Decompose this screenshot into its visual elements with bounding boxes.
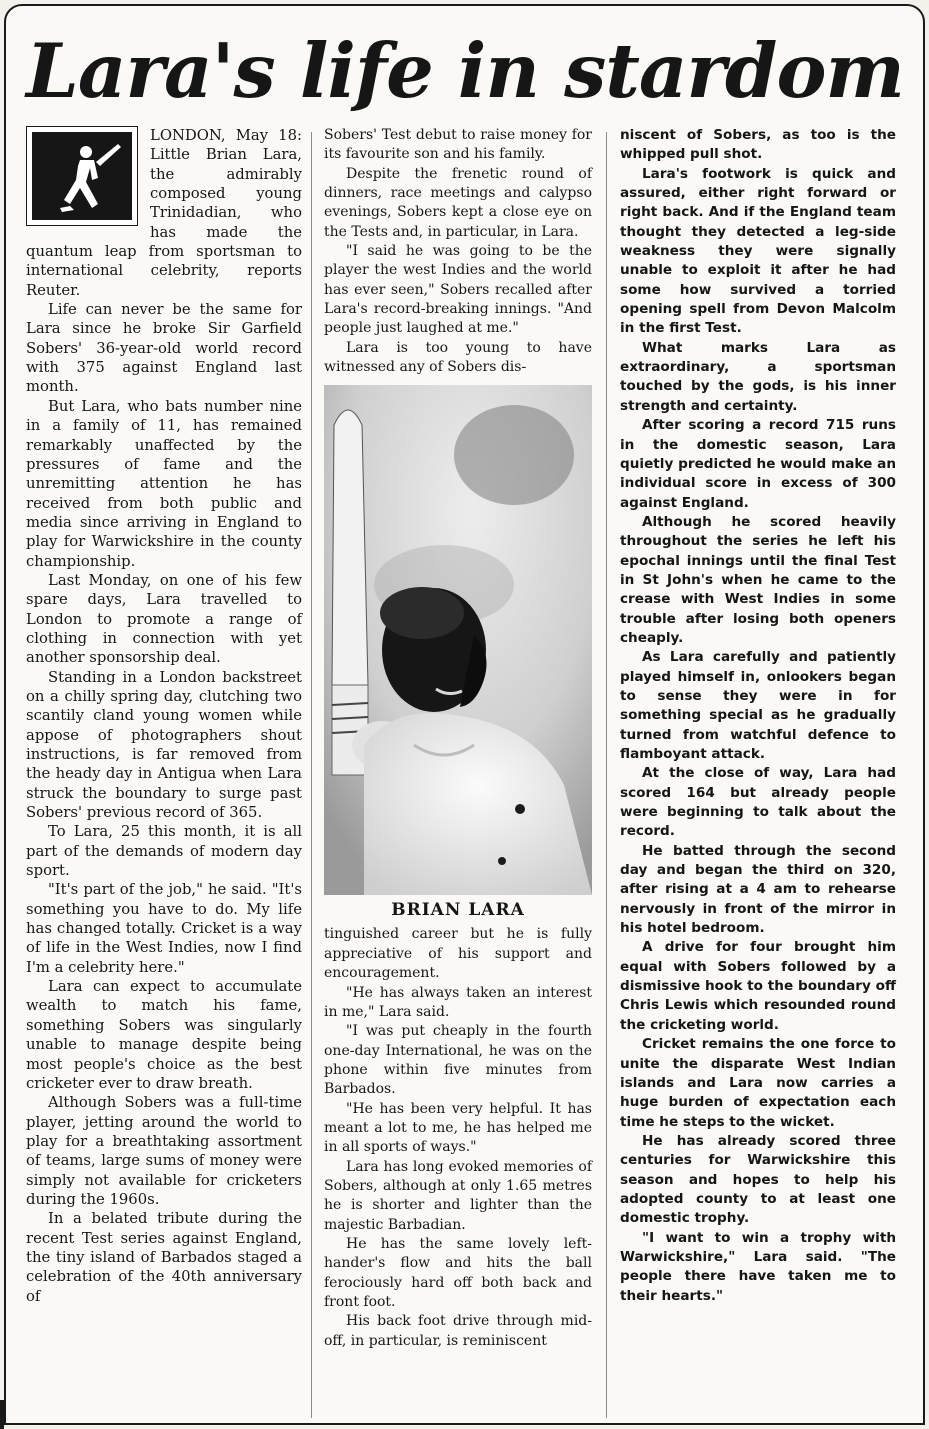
photo-caption: BRIAN LARA — [391, 900, 525, 921]
paragraph: Although Sobers was a full-time player, jetting around the world to play for a breathtaking assortment of teams, large sums of money were simply not available for cricketers during the 1960s. — [26, 1094, 302, 1208]
article-column-2 — [324, 126, 592, 1351]
paragraph: After scoring a record 715 runs in the domestic season, Lara quietly predicted he would make an individual score in excess of 300 against England. — [620, 417, 896, 511]
paragraph: "I was put cheaply in the fourth one-day International, he was on the phone within five minutes from Barbados. — [324, 1023, 592, 1098]
paragraph: As Lara carefully and patiently played himself in, onlookers began to sense they were in for something special as he gradually turned from watchful defence to flamboyant attack. — [620, 649, 896, 762]
paragraph: Lara's footwork is quick and assured, either right forward or right back. And if the England team thought they detected a leg-side weakness they were signally unable to exploit it after he had some how survived a torried opening spell from Devon Malcolm in the first Test. — [620, 165, 896, 337]
paragraph: LONDON, May 18: Little Brian Lara, the admirably composed young Trinidadian, who has made the quantum leap from sportsman to international celebrity, reports Reuter. — [26, 127, 302, 299]
paragraph: "I want to win a trophy with Warwickshire," Lara said. "The people there have taken me to their hearts." — [620, 1229, 896, 1304]
paragraph: "He has been very helpful. It has meant a lot to me, he has helped me in all sports of ways." — [324, 1100, 592, 1156]
paragraph: His back foot drive through mid-off, in particular, is reminiscent — [324, 1313, 592, 1349]
paragraph: Lara is too young to have witnessed any of Sobers dis- — [324, 339, 592, 376]
paragraph: Despite the frenetic round of dinners, race meetings and calypso evenings, Sobers kept a close eye on the Tests and, in particular, in Lara. — [324, 165, 592, 240]
paragraph: A drive for four brought him equal with Sobers followed by a dismissive hook to the boundary off Chris Lewis which resounded round the cricketing world. — [620, 939, 896, 1033]
paragraph: Lara has long evoked memories of Sobers, although at only 1.65 metres he is shorter and lighter than the majestic Barbadian. — [324, 1158, 592, 1233]
paragraph: Sobers' Test debut to raise money for its favourite son and his family. — [324, 127, 592, 163]
paragraph: tinguished career but he is fully appreciative of his support and encouragement. — [324, 926, 592, 982]
paragraph: In a belated tribute during the recent Test series against England, the tiny island of Barbados staged a celebration of the 40th anniversary of — [26, 1210, 302, 1305]
paragraph: But Lara, who bats number nine in a family of 11, has remained remarkably unaffected by the pressures of fame and the unremitting attention he has received from both public and media since arriving in England to play for Warwickshire in the county championship. — [26, 397, 302, 570]
paragraph: Standing in a London backstreet on a chilly spring day, clutching two scantily cland young women while appose of photographers shout instructions, is far removed from the heady day in Antigua when Lara struck the boundary to surge past Sobers' previous record of 365. — [26, 668, 302, 822]
paragraph: "I said he was going to be the player the west Indies and the world has ever seen," Sobers recalled after Lara's record-breaking innings. "And people just laughed at me." — [324, 243, 592, 337]
column-divider — [311, 132, 312, 1418]
article-frame — [4, 4, 925, 1425]
paragraph: Lara can expect to accumulate wealth to match his fame, something Sobers was singularly unable to manage despite being most people's choice as the best cricketer ever to draw breath. — [26, 978, 302, 1092]
paragraph: niscent of Sobers, as too is the whipped pull shot. — [620, 127, 896, 163]
paragraph: Although he scored heavily throughout the series he left his epochal innings until the final Test in St John's when he came to the crease with West Indies in some trouble after losing both openers cheaply. — [620, 513, 896, 646]
scan-edge — [0, 1400, 4, 1429]
batsman-icon — [40, 138, 124, 214]
paragraph: He batted through the second day and began the third on 320, after rising at a 4 am to rehearse nervously in front of the mirror in his hotel bedroom. — [620, 842, 896, 937]
paragraph: At the close of way, Lara had scored 164 but already people were beginning to talk about the record. — [620, 765, 896, 840]
column-divider — [606, 132, 607, 1418]
paragraph: Cricket remains the one force to unite the disparate West Indian islands and Lara now carries a huge burden of expectation each time he steps to the wicket. — [620, 1036, 896, 1130]
paragraph: "It's part of the job," he said. "It's something you have to do. My life has changed totally. Cricket is a way of life in the West Indies, now I find I'm a celebrity here." — [26, 881, 302, 976]
article-column-3 — [620, 126, 896, 1306]
paragraph: What marks Lara as extraordinary, a sportsman touched by the gods, is his inner strength and certainty. — [620, 339, 896, 414]
brian-lara-photo — [324, 385, 592, 895]
article-column-1 — [26, 126, 302, 1306]
paragraph: To Lara, 25 this month, it is all part of the demands of modern day sport. — [26, 823, 302, 880]
paragraph: He has already scored three centuries for Warwickshire this season and hopes to help his adopted county to at least one domestic trophy. — [620, 1132, 896, 1227]
paragraph: "He has always taken an interest in me," Lara said. — [324, 984, 592, 1020]
paragraph: Last Monday, on one of his few spare days, Lara travelled to London to promote a range of clothing in connection with yet another sponsorship deal. — [26, 571, 302, 667]
cricket-logo — [26, 126, 138, 226]
paragraph: Life can never be the same for Lara since he broke Sir Garfield Sobers' 36-year-old world record with 375 against England last month. — [26, 301, 302, 396]
headline: Lara's life in stardom — [26, 27, 904, 115]
paragraph: He has the same lovely left-hander's flow and hits the ball ferociously hard off both back and front foot. — [324, 1235, 592, 1310]
